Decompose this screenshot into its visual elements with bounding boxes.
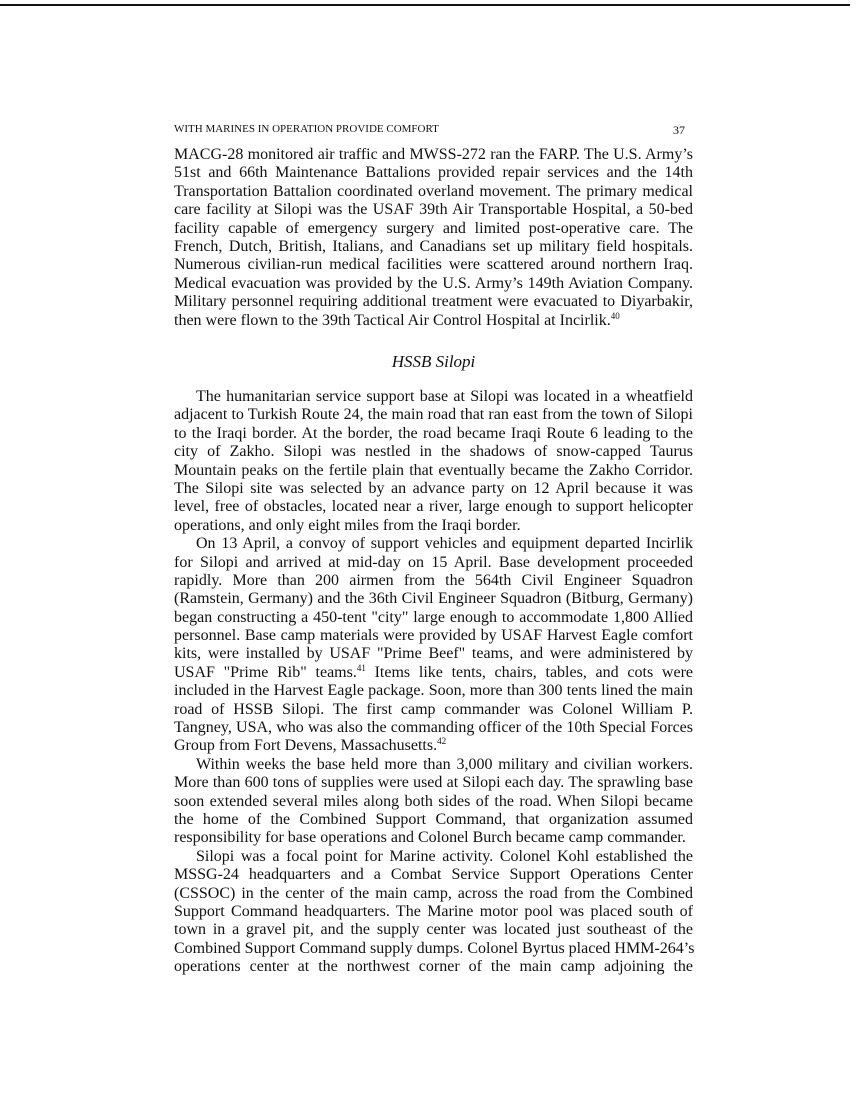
footnote-ref: 40 xyxy=(610,310,620,321)
text-line xyxy=(174,312,693,330)
text-line: town in a gravel pit, and the supply center was located just southeast of the xyxy=(174,921,693,939)
text-line: French, Dutch, British, Italians, and Canadians set up military field hospitals. xyxy=(174,237,693,255)
paragraph xyxy=(174,535,693,756)
text-line: responsibility for base operations and Colonel Burch became camp commander. xyxy=(174,829,686,847)
text-line: adjacent to Turkish Route 24, the main road that ran east from the town of Silopi xyxy=(174,406,693,424)
section-heading: HSSB Silopi xyxy=(391,352,476,371)
page-number: 37 xyxy=(673,123,685,137)
line-text: USAF "Prime Rib" teams. xyxy=(174,663,357,681)
text-line: facility capable of emergency surgery and limited post-operative care. The xyxy=(174,219,693,237)
paragraph xyxy=(174,756,693,848)
running-head-title: WITH MARINES IN OPERATION PROVIDE COMFORT xyxy=(174,123,439,135)
text-line xyxy=(174,737,693,755)
text-line: The Silopi site was selected by an advance party on 12 April because it was xyxy=(174,479,693,497)
text-line: (CSSOC) in the center of the main camp, across the road from the Combined xyxy=(174,884,693,902)
text-line: city of Zakho. Silopi was nestled in the shadows of snow-capped Taurus xyxy=(174,443,693,461)
text-line: the home of the Combined Support Command, that organization assumed xyxy=(174,810,693,828)
line-text: Group from Fort Devens, Massachusetts. xyxy=(174,737,438,755)
footnote-ref: 41 xyxy=(356,662,366,673)
text-line: rapidly. More than 200 airmen from the 564th Civil Engineer Squadron xyxy=(174,571,693,589)
line-text: then were flown to the 39th Tactical Air Control Hospital at Incirlik. xyxy=(174,311,611,329)
text-line: MACG-28 monitored air traffic and MWSS-272 ran the FARP. The U.S. Army’s xyxy=(174,146,693,163)
line-text: Items like tents, chairs, tables, and cots were xyxy=(365,663,693,681)
text-line: kits, were installed by USAF "Prime Beef" teams, and were administered by xyxy=(174,645,693,663)
text-line: On 13 April, a convoy of support vehicles and equipment departed Incirlik xyxy=(196,535,693,553)
top-border-rule xyxy=(0,4,850,6)
text-line: Within weeks the base held more than 3,000 military and civilian workers. xyxy=(196,755,693,773)
text-line: level, free of obstacles, located near a river, large enough to support helicopter xyxy=(174,498,693,516)
text-line: 51st and 66th Maintenance Battalions provided repair services and the 14th xyxy=(174,164,693,182)
text-line: The humanitarian service support base at Silopi was located in a wheatfield xyxy=(196,388,693,405)
text-line: MSSG-24 headquarters and a Combat Service Support Operations Center xyxy=(174,866,693,884)
text-line: road of HSSB Silopi. The first camp commander was Colonel William P. xyxy=(174,700,693,718)
text-line: (Ramstein, Germany) and the 36th Civil Engineer Squadron (Bitburg, Germany) xyxy=(174,590,693,608)
text-line: included in the Harvest Eagle package. Soon, more than 300 tents lined the main xyxy=(174,682,693,700)
text-line: Mountain peaks on the fertile plain that eventually became the Zakho Corridor. xyxy=(174,461,693,479)
text-line: Combined Support Command supply dumps. Colonel Byrtus placed HMM-264’s xyxy=(174,939,695,957)
text-line: to the Iraqi border. At the border, the road became Iraqi Route 6 leading to the xyxy=(174,424,693,442)
text-line: for Silopi and arrived at mid-day on 15 April. Base development proceeded xyxy=(174,553,693,571)
paragraph xyxy=(174,146,693,330)
text-line: Tangney, USA, who was also the commanding officer of the 10th Special Forces xyxy=(174,719,693,737)
text-line: personnel. Base camp materials were provided by USAF Harvest Eagle comfort xyxy=(174,627,693,645)
running-head xyxy=(174,123,693,137)
body-text-main xyxy=(174,388,693,977)
text-line: Transportation Battalion coordinated overland movement. The primary medical xyxy=(174,182,693,200)
text-line: care facility at Silopi was the USAF 39th Air Transportable Hospital, a 50-bed xyxy=(174,201,693,219)
text-line: Medical evacuation was provided by the U.S. Army’s 149th Aviation Company. xyxy=(174,274,693,292)
text-line: More than 600 tons of supplies were used at Silopi each day. The sprawling base xyxy=(174,774,693,792)
footnote-ref: 42 xyxy=(437,736,447,747)
text-line: soon extended several miles along both sides of the road. When Silopi became xyxy=(174,792,693,810)
paragraph xyxy=(174,388,693,535)
body-text-top xyxy=(174,146,693,330)
text-line xyxy=(174,664,693,682)
text-line: operations center at the northwest corner of the main camp adjoining the xyxy=(174,958,693,976)
text-line: operations, and only eight miles from the Iraqi border. xyxy=(174,516,521,534)
text-line: Military personnel requiring additional treatment were evacuated to Diyarbakir, xyxy=(174,293,693,311)
text-line: Numerous civilian-run medical facilities were scattered around northern Iraq. xyxy=(174,256,693,274)
paragraph xyxy=(174,848,693,977)
text-line: Silopi was a focal point for Marine activity. Colonel Kohl established the xyxy=(196,847,693,865)
text-line: began constructing a 450-tent "city" large enough to accommodate 1,800 Allied xyxy=(174,608,693,626)
text-line: Support Command headquarters. The Marine motor pool was placed south of xyxy=(174,902,693,920)
